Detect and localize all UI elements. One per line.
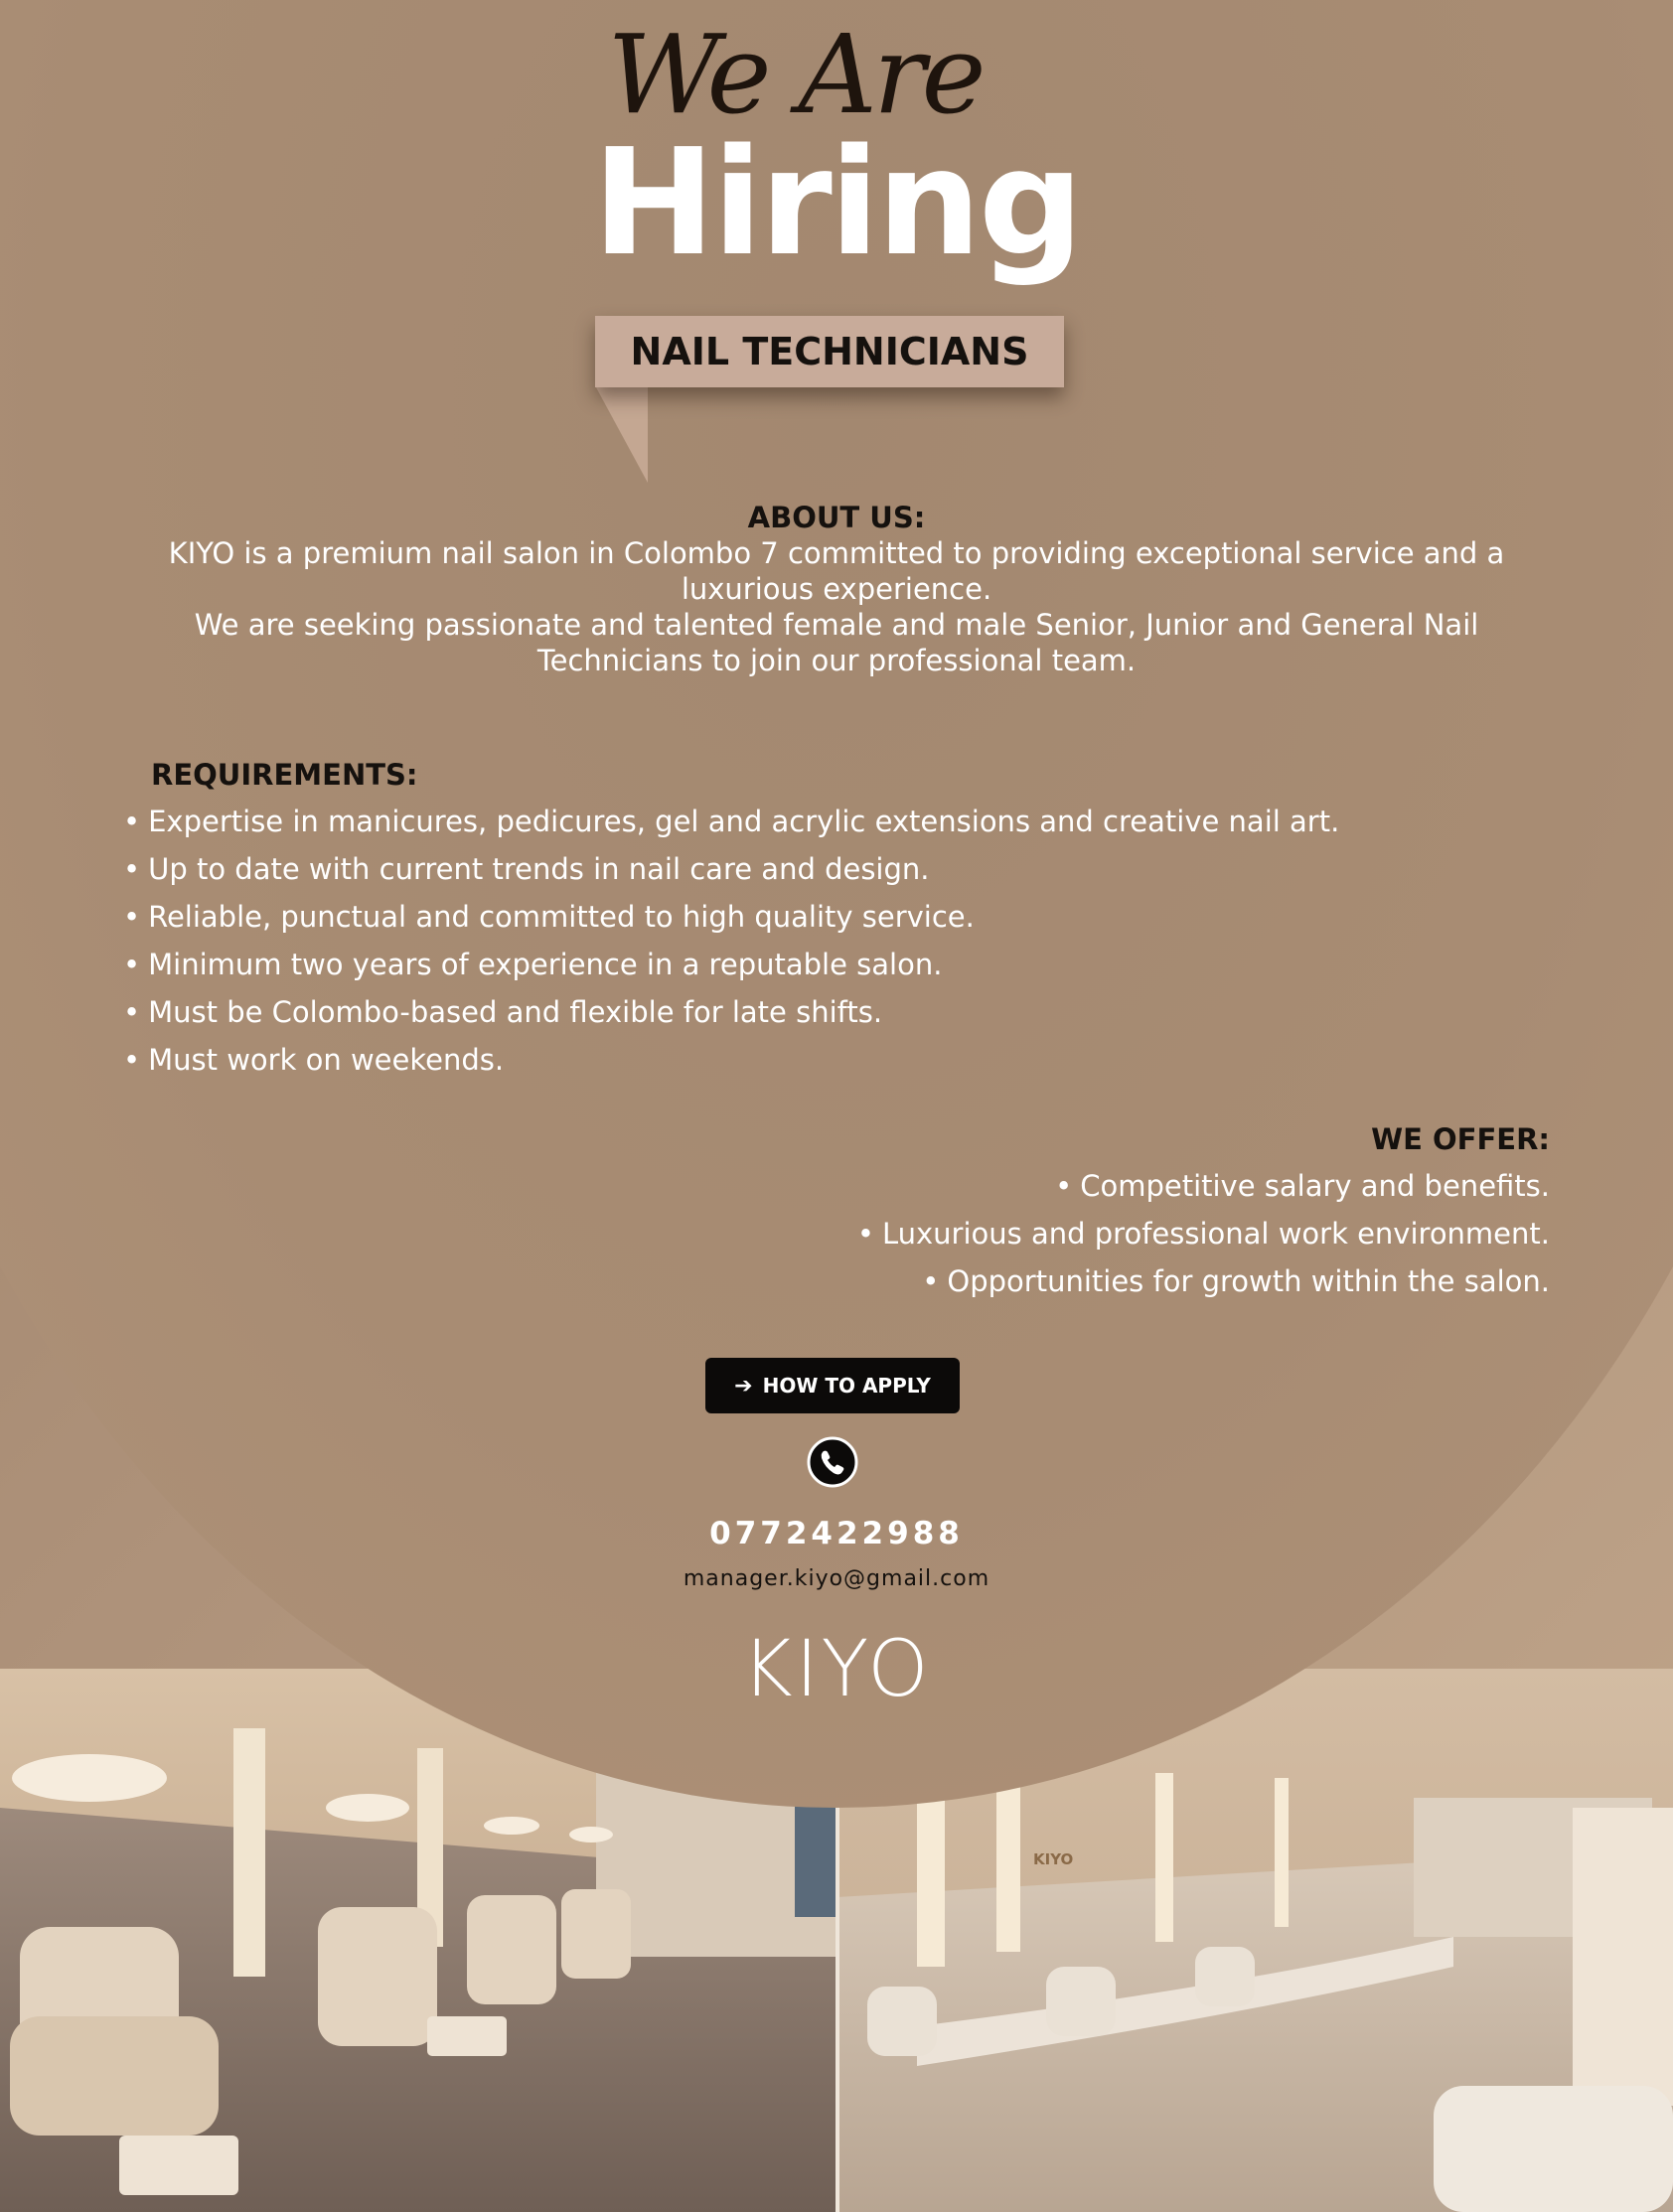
script-heading: We Are [607,11,983,138]
offer-title: WE OFFER: [1371,1122,1550,1156]
position-ribbon: NAIL TECHNICIANS [595,316,1064,387]
headline: Hiring [592,117,1081,288]
offer-item: • Competitive salary and benefits. [857,1167,1550,1215]
requirement-item: • Reliable, punctual and committed to high quality service. [123,898,1339,946]
wall-sign: KIYO [1033,1850,1074,1868]
arrow-right-icon: ➔ [734,1373,753,1399]
requirement-item: • Must be Colombo-based and flexible for late shifts. [123,993,1339,1041]
requirement-item: • Minimum two years of experience in a reputable salon. [123,946,1339,993]
about-paragraph: We are seeking passionate and talented female and male Senior, Junior and General Nail Technicians to join our professional team. [194,608,1479,677]
phone-number[interactable]: 0772422988 [709,1516,964,1551]
about-paragraph: KIYO is a premium nail salon in Colombo 7 committed to providing exceptional service and a luxurious experience. [168,536,1505,606]
requirements-list [123,803,1339,1089]
how-to-apply-button[interactable] [705,1358,960,1413]
about-body [129,535,1544,678]
requirement-item: • Up to date with current trends in nail care and design. [123,850,1339,898]
requirement-item: • Expertise in manicures, pedicures, gel and acrylic extensions and creative nail art. [123,803,1339,850]
requirement-item: • Must work on weekends. [123,1041,1339,1089]
offer-item: • Luxurious and professional work environment. [857,1215,1550,1262]
kiyo-logo: KIYO [741,1625,932,1714]
offer-list [857,1167,1550,1310]
requirements-title: REQUIREMENTS: [151,758,418,792]
ribbon-tail [596,387,650,485]
about-title: ABOUT US: [747,501,926,534]
offer-item: • Opportunities for growth within the salon. [857,1262,1550,1310]
phone-icon [807,1436,858,1488]
how-to-apply-label: HOW TO APPLY [762,1374,931,1398]
email-address[interactable]: manager.kiyo@gmail.com [683,1566,990,1591]
